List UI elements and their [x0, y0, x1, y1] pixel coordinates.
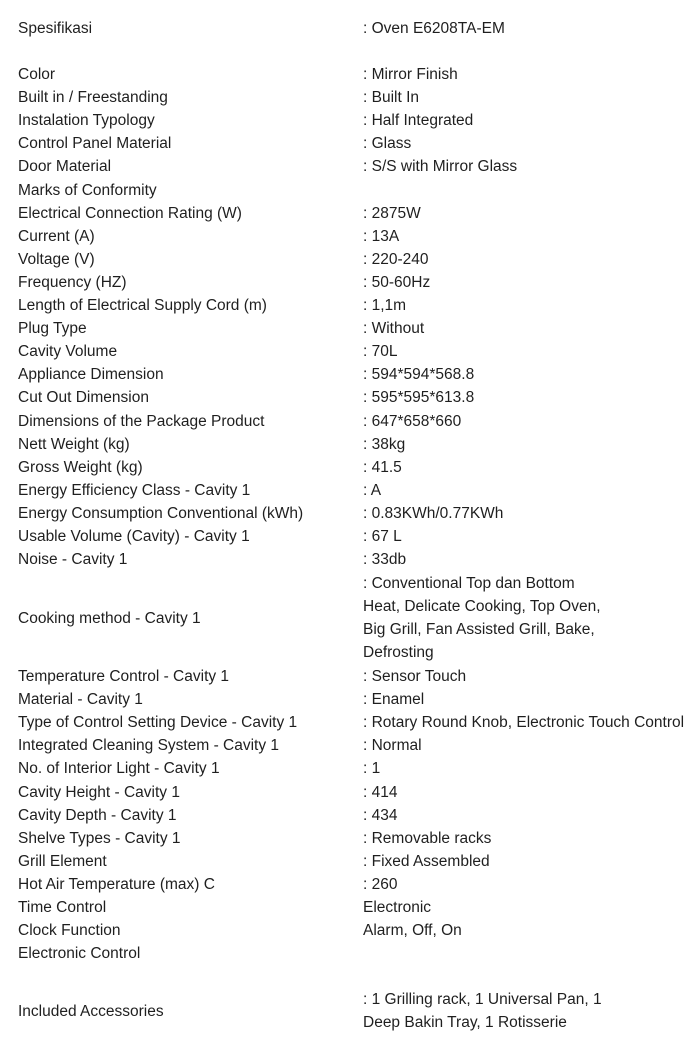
- spec-value: : 260: [363, 875, 398, 893]
- spec-row: [0, 734, 700, 757]
- spec-value: : 220-240: [363, 250, 429, 268]
- spec-row: [0, 294, 700, 317]
- spec-label: Hot Air Temperature (max) C: [18, 875, 215, 893]
- spec-label: Cavity Height - Cavity 1: [18, 783, 180, 801]
- spec-label: Type of Control Setting Device - Cavity 1: [18, 714, 298, 732]
- spec-label: Time Control: [18, 899, 107, 916]
- spec-label: Current (A): [18, 227, 95, 245]
- cooking-method-line: Defrosting: [363, 644, 434, 662]
- accessories-label: Included Accessories: [18, 1003, 164, 1020]
- spec-row: [0, 942, 700, 965]
- spec-row: [0, 711, 700, 734]
- spec-row: [0, 781, 700, 804]
- spec-row: [0, 433, 700, 456]
- spec-header-label: Spesifikasi: [18, 20, 93, 37]
- spec-label: Cavity Depth - Cavity 1: [18, 806, 177, 824]
- spec-row: [0, 340, 700, 363]
- spec-row: [0, 363, 700, 386]
- spec-row: [0, 155, 700, 178]
- spec-value: : 434: [363, 806, 398, 824]
- spec-value: : Sensor Touch: [363, 668, 467, 685]
- spec-row: [0, 202, 700, 225]
- spec-value: : 33db: [363, 551, 407, 569]
- spec-label: Electronic Control: [18, 945, 141, 963]
- spec-label: Built in / Freestanding: [18, 89, 168, 107]
- spec-label: Integrated Cleaning System - Cavity 1: [18, 737, 280, 755]
- spec-row: [0, 525, 700, 548]
- spec-value: : Glass: [363, 135, 412, 153]
- spec-label: Noise - Cavity 1: [18, 551, 128, 569]
- spec-row: [0, 919, 700, 942]
- accessories-line: Deep Bakin Tray, 1 Rotisserie: [363, 1014, 567, 1032]
- spec-value: : 1: [363, 760, 381, 778]
- spec-label: Shelve Types - Cavity 1: [18, 829, 181, 847]
- spec-value: : 38kg: [363, 435, 406, 453]
- spec-label: Temperature Control - Cavity 1: [18, 668, 230, 685]
- spec-value: : 41.5: [363, 458, 402, 476]
- spec-label: No. of Interior Light - Cavity 1: [18, 760, 220, 778]
- spec-label: Instalation Typology: [18, 112, 155, 130]
- spec-label: Door Material: [18, 158, 112, 176]
- spec-label: Frequency (HZ): [18, 273, 127, 291]
- spec-label: Material - Cavity 1: [18, 691, 143, 709]
- spec-label: Marks of Conformity: [18, 181, 157, 199]
- spec-label: Usable Volume (Cavity) - Cavity 1: [18, 528, 250, 545]
- spec-row: [0, 873, 700, 896]
- spec-row: [0, 225, 700, 248]
- accessories-value: [363, 988, 602, 1034]
- spec-label: Voltage (V): [18, 250, 95, 268]
- cooking-method-label: Cooking method - Cavity 1: [18, 610, 201, 627]
- spec-label: Cavity Volume: [18, 343, 118, 361]
- spec-label: Length of Electrical Supply Cord (m): [18, 297, 267, 314]
- spec-label: Dimensions of the Package Product: [18, 412, 265, 430]
- spec-row: [0, 179, 700, 202]
- spec-value: : 0.83KWh/0.77KWh: [363, 504, 504, 522]
- spec-label: Nett Weight (kg): [18, 435, 130, 453]
- cooking-method-line: Heat, Delicate Cooking, Top Oven,: [363, 598, 601, 616]
- spec-row: [0, 502, 700, 525]
- cooking-method-line: Big Grill, Fan Assisted Grill, Bake,: [363, 621, 595, 639]
- spec-row: [0, 757, 700, 780]
- spec-row: [0, 63, 700, 86]
- cooking-method-line: : Conventional Top dan Bottom: [363, 575, 575, 592]
- spec-value: : 594*594*568.8: [363, 366, 475, 384]
- spec-value: : Without: [363, 320, 425, 338]
- spec-value: : 595*595*613.8: [363, 389, 475, 407]
- spec-value: : 70L: [363, 343, 398, 361]
- spec-row: [0, 548, 700, 571]
- spec-value: : 1,1m: [363, 297, 407, 314]
- spec-label: Energy Consumption Conventional (kWh): [18, 504, 304, 522]
- spec-row: [0, 86, 700, 109]
- spec-value: : Normal: [363, 737, 422, 755]
- spec-label: Plug Type: [18, 320, 87, 338]
- spec-row: [0, 386, 700, 409]
- spec-header-row: [0, 17, 700, 40]
- spec-row: [0, 804, 700, 827]
- spec-value: : 647*658*660: [363, 412, 462, 430]
- cooking-method-value: [363, 572, 601, 664]
- spec-value: : A: [363, 481, 382, 499]
- spec-row: [0, 132, 700, 155]
- spec-label: Grill Element: [18, 852, 107, 870]
- spec-value: Electronic: [363, 899, 432, 916]
- spec-row: [0, 850, 700, 873]
- spec-value: : 414: [363, 783, 398, 801]
- spec-header-value: : Oven E6208TA-EM: [363, 20, 505, 37]
- spec-row: [0, 410, 700, 433]
- spec-row: [0, 896, 700, 919]
- spec-value: Alarm, Off, On: [363, 922, 462, 940]
- spec-label: Cut Out Dimension: [18, 389, 149, 407]
- spec-label: Energy Efficiency Class - Cavity 1: [18, 481, 251, 499]
- spec-value: : Rotary Round Knob, Electronic Touch Control: [363, 714, 685, 732]
- spec-row: [0, 688, 700, 711]
- spec-value: : Half Integrated: [363, 112, 474, 130]
- spec-label: Appliance Dimension: [18, 366, 164, 384]
- spec-label: Gross Weight (kg): [18, 458, 143, 476]
- spec-value: : Mirror Finish: [363, 66, 458, 83]
- spec-value: : Removable racks: [363, 829, 492, 847]
- spec-row: [0, 665, 700, 688]
- spec-row: [0, 456, 700, 479]
- spec-row: [0, 109, 700, 132]
- spec-label: Clock Function: [18, 922, 121, 940]
- spec-value: : S/S with Mirror Glass: [363, 158, 518, 176]
- spec-row: [0, 827, 700, 850]
- spec-row: [0, 317, 700, 340]
- spec-label: Electrical Connection Rating (W): [18, 204, 242, 222]
- spec-label: Control Panel Material: [18, 135, 172, 153]
- spec-value: : Built In: [363, 89, 419, 107]
- spec-row: [0, 271, 700, 294]
- spec-value: : Fixed Assembled: [363, 852, 490, 870]
- spec-row: [0, 248, 700, 271]
- spec-value: : 67 L: [363, 528, 402, 545]
- spec-row: [0, 479, 700, 502]
- spec-label: Color: [18, 66, 56, 83]
- spec-value: : 2875W: [363, 204, 421, 222]
- spec-value: : 50-60Hz: [363, 273, 431, 291]
- spec-value: : Enamel: [363, 691, 425, 709]
- spec-value: : 13A: [363, 227, 400, 245]
- accessories-line: : 1 Grilling rack, 1 Universal Pan, 1: [363, 991, 602, 1008]
